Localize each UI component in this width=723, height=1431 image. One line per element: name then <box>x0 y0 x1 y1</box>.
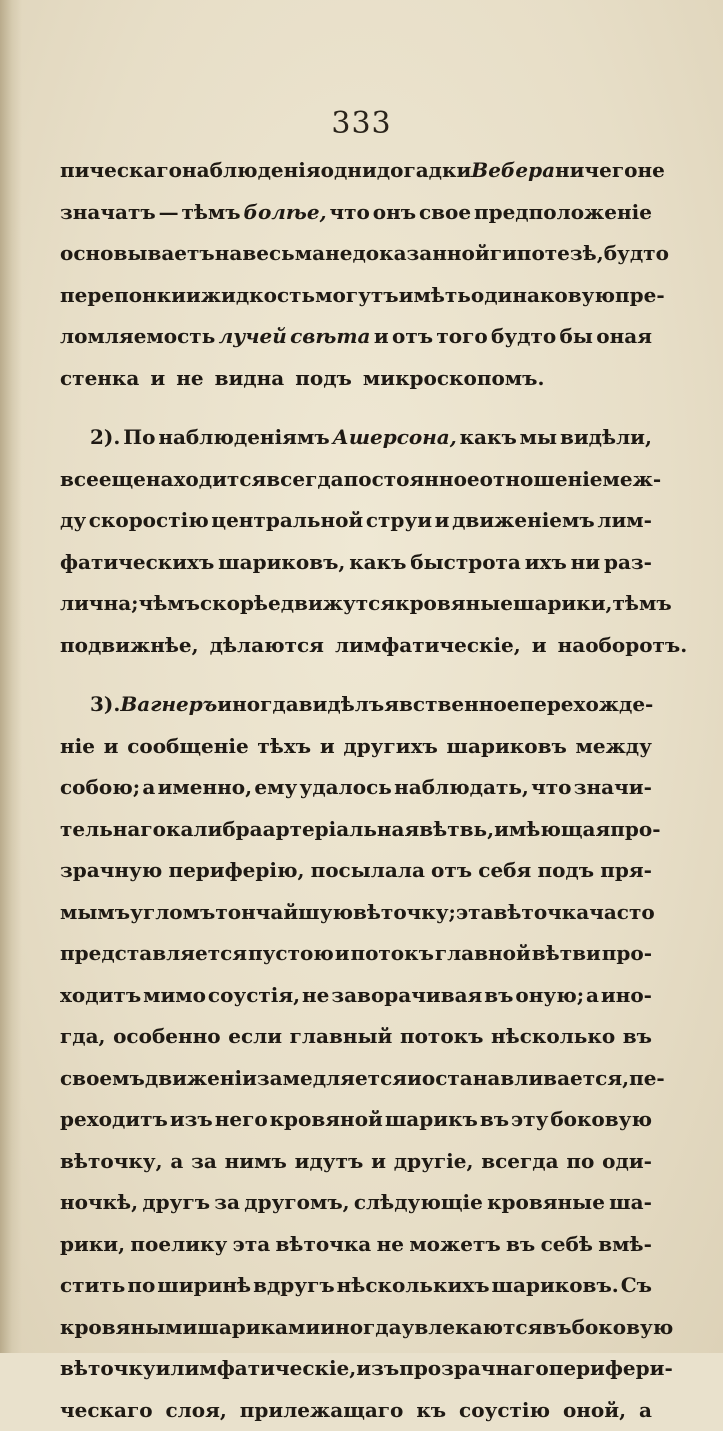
word: именно, <box>158 767 253 809</box>
text-line <box>60 233 652 275</box>
word: быстрота <box>410 542 521 584</box>
word: другихъ <box>343 726 437 768</box>
word: шарикъ <box>385 1099 478 1141</box>
word: тѣмъ <box>613 583 672 625</box>
word: себѣ <box>541 1224 593 1266</box>
word: ческаго <box>60 1390 153 1431</box>
word: подвижнѣе, <box>60 625 199 667</box>
word: прозрачнаго <box>399 1348 549 1390</box>
word: стить <box>60 1265 125 1307</box>
word: чѣмъ <box>139 583 200 625</box>
word: и <box>104 726 119 768</box>
text-line <box>60 975 652 1017</box>
word: лим- <box>597 500 652 542</box>
word: другъ <box>142 1182 210 1224</box>
word: по <box>566 1141 594 1183</box>
word: жидкость <box>201 275 315 317</box>
word: предположеніе <box>474 192 652 234</box>
paragraph <box>60 684 652 1431</box>
text-line <box>60 1141 652 1183</box>
word: въ <box>542 1307 571 1349</box>
word: иногда <box>320 1307 401 1349</box>
word: мимо <box>143 975 206 1017</box>
word: въ <box>484 975 513 1017</box>
word: ночкѣ, <box>60 1182 138 1224</box>
text-line <box>60 275 652 317</box>
word: удалось <box>300 767 392 809</box>
word: движеніемъ <box>452 500 595 542</box>
word: угломъ <box>130 892 215 934</box>
word: отъ <box>431 850 472 892</box>
text-line <box>60 417 652 459</box>
word: вдругъ <box>253 1265 335 1307</box>
word: 3). <box>90 684 120 726</box>
word: что <box>329 192 369 234</box>
word: заворачивая <box>331 975 482 1017</box>
word: а <box>170 1141 183 1183</box>
word: и <box>374 316 389 358</box>
word: пическаго <box>60 150 182 192</box>
word: про- <box>610 809 660 851</box>
word: кровяными <box>60 1307 197 1349</box>
text-line <box>60 933 652 975</box>
word: Съ <box>621 1265 652 1307</box>
word: наблюдать, <box>394 767 529 809</box>
text-line <box>60 625 652 667</box>
text-line <box>60 316 652 358</box>
word: видѣлъ <box>299 684 385 726</box>
word: кровяные <box>395 583 513 625</box>
word: мы <box>520 417 557 459</box>
word: другіе, <box>394 1141 474 1183</box>
paragraph-gap <box>60 399 652 417</box>
word: ша- <box>609 1182 652 1224</box>
word: гда, <box>60 1016 106 1058</box>
word: ни <box>571 542 600 584</box>
word: значатъ <box>60 192 156 234</box>
word: ду <box>60 500 86 542</box>
text-line <box>60 542 652 584</box>
text-line <box>60 1307 652 1349</box>
text-line <box>60 583 652 625</box>
word: раз- <box>604 542 652 584</box>
text-line <box>60 726 652 768</box>
word: изъ <box>356 1348 399 1390</box>
word: и <box>150 358 165 400</box>
word: мымъ <box>60 892 130 934</box>
word: пре- <box>615 275 665 317</box>
word: ихъ <box>525 542 567 584</box>
word: все <box>60 459 99 501</box>
word: отъ <box>392 316 433 358</box>
word: микроскопомъ. <box>363 358 545 400</box>
word: находится <box>146 459 266 501</box>
word: свое <box>419 192 471 234</box>
word: Вебера <box>471 150 555 192</box>
word: къ <box>416 1390 446 1431</box>
word: поелику <box>130 1224 227 1266</box>
word: а <box>639 1390 652 1431</box>
word: шариковъ, <box>218 542 345 584</box>
word: постоянное <box>344 459 480 501</box>
word: ему <box>254 767 297 809</box>
word: пря- <box>600 850 652 892</box>
word: слѣдующіе <box>354 1182 483 1224</box>
word: своемъ <box>60 1058 145 1100</box>
word: реходитъ <box>60 1099 168 1141</box>
word: вѣтвь, <box>419 809 494 851</box>
word: перехожде- <box>519 684 653 726</box>
word: всегда <box>266 459 343 501</box>
text-line <box>60 1182 652 1224</box>
word: въ <box>623 1016 652 1058</box>
text-line <box>60 767 652 809</box>
word: свѣта <box>290 316 370 358</box>
word: доказанной <box>352 233 489 275</box>
word: въ <box>480 1099 509 1141</box>
word: рики, <box>60 1224 125 1266</box>
text-line <box>60 1058 652 1100</box>
word: часто <box>589 892 655 934</box>
word: вѣточку; <box>353 892 456 934</box>
word: шариковъ. <box>492 1265 619 1307</box>
word: видна <box>215 358 285 400</box>
word: видѣли, <box>560 417 652 459</box>
word: могутъ <box>315 275 399 317</box>
word: соустія, <box>208 975 300 1017</box>
word: и <box>335 933 350 975</box>
word: ширинѣ <box>157 1265 251 1307</box>
word: артеріальная <box>263 809 420 851</box>
word: потокъ <box>350 933 434 975</box>
word: оди- <box>602 1141 652 1183</box>
word: не <box>325 233 352 275</box>
text-line <box>60 150 652 192</box>
word: скорѣе <box>200 583 281 625</box>
word: эта <box>456 892 494 934</box>
text-line <box>60 1099 652 1141</box>
word: въ <box>506 1224 535 1266</box>
word: изъ <box>170 1099 213 1141</box>
text-line <box>60 192 652 234</box>
paragraph-gap <box>60 666 652 684</box>
word: тѣхъ <box>257 726 311 768</box>
word: какъ <box>349 542 406 584</box>
word: Вагнеръ <box>120 684 217 726</box>
word: периферію, <box>168 850 304 892</box>
text-line <box>60 1348 652 1390</box>
word: эта <box>233 1224 271 1266</box>
word: тельнаго <box>60 809 166 851</box>
word: пустою <box>248 933 334 975</box>
word: ходитъ <box>60 975 141 1017</box>
word: ино- <box>601 975 652 1017</box>
word: оную; <box>515 975 584 1017</box>
word: боковую <box>572 1307 674 1349</box>
word: наблюденія <box>182 150 321 192</box>
word: кровяные <box>487 1182 605 1224</box>
word: шариковъ <box>447 726 567 768</box>
word: дѣлаются <box>210 625 324 667</box>
word: особенно <box>113 1016 221 1058</box>
word: лимфатическіе, <box>170 1348 356 1390</box>
word: нѣсколькихъ <box>337 1265 490 1307</box>
word: идутъ <box>295 1141 364 1183</box>
word: зрачную <box>60 850 162 892</box>
word: того <box>436 316 487 358</box>
word: вѣточка <box>276 1224 372 1266</box>
word: ничего <box>555 150 637 192</box>
word: оная <box>596 316 652 358</box>
word: и <box>435 500 450 542</box>
word: и <box>186 275 201 317</box>
word: замедляется <box>257 1058 407 1100</box>
text-line <box>60 500 652 542</box>
word: нѣсколько <box>491 1016 615 1058</box>
word: одни <box>321 150 377 192</box>
word: какъ <box>460 417 517 459</box>
word: подъ <box>295 358 352 400</box>
word: струи <box>366 500 432 542</box>
word: вмѣ- <box>598 1224 652 1266</box>
word: главный <box>290 1016 393 1058</box>
word: весьма <box>242 233 325 275</box>
word: шариками <box>197 1307 320 1349</box>
word: потокъ <box>400 1016 484 1058</box>
word: на <box>215 233 243 275</box>
word: соустію <box>459 1390 550 1431</box>
word: нимъ <box>225 1141 287 1183</box>
word: и <box>407 1058 422 1100</box>
word: увлекаются <box>402 1307 543 1349</box>
paragraph <box>60 150 652 399</box>
word: собою; <box>60 767 140 809</box>
text-line <box>60 1016 652 1058</box>
word: наоборотъ. <box>558 625 688 667</box>
word: прилежащаго <box>240 1390 404 1431</box>
word: вѣтви <box>532 933 601 975</box>
word: вѣточку <box>60 1348 156 1390</box>
word: представляется <box>60 933 247 975</box>
word: тѣмъ <box>181 192 240 234</box>
word: бы <box>560 316 593 358</box>
word: за <box>214 1182 240 1224</box>
word: оной, <box>563 1390 626 1431</box>
body-text <box>60 150 652 1431</box>
word: сообщеніе <box>127 726 249 768</box>
text-line <box>60 1224 652 1266</box>
word: по <box>127 1265 155 1307</box>
word: не <box>637 150 664 192</box>
word: будто <box>604 233 669 275</box>
text-line <box>60 1390 652 1431</box>
word: останавливается, <box>422 1058 629 1100</box>
text-line <box>60 892 652 934</box>
word: лучей <box>219 316 287 358</box>
word: вѣточку, <box>60 1141 163 1183</box>
word: другомъ, <box>244 1182 349 1224</box>
word: не <box>302 975 329 1017</box>
word: 2). <box>90 417 120 459</box>
word: центральной <box>211 500 363 542</box>
word: скоростію <box>89 500 209 542</box>
page-binding-shadow <box>0 0 22 1353</box>
word: значи- <box>574 767 652 809</box>
word: По <box>123 417 155 459</box>
paragraph <box>60 417 652 666</box>
word: иногда <box>217 684 298 726</box>
word: и <box>532 625 547 667</box>
word: наблюденіямъ <box>158 417 329 459</box>
word: основываетъ <box>60 233 215 275</box>
word: вѣточка <box>493 892 589 934</box>
word: имѣющая <box>494 809 610 851</box>
word: не <box>377 1224 404 1266</box>
word: онъ <box>373 192 416 234</box>
word: подъ <box>537 850 594 892</box>
word: главной <box>435 933 531 975</box>
word: перепонки <box>60 275 186 317</box>
word: ніе <box>60 726 95 768</box>
word: движеніи <box>145 1058 257 1100</box>
word: если <box>228 1016 282 1058</box>
word: стенка <box>60 358 139 400</box>
word: калибра <box>166 809 263 851</box>
text-line <box>60 684 652 726</box>
word: а <box>586 975 599 1017</box>
word: что <box>531 767 571 809</box>
word: тончайшую <box>215 892 353 934</box>
word: боковую <box>550 1099 652 1141</box>
word: — <box>159 192 179 234</box>
word: движутся <box>281 583 395 625</box>
text-line <box>60 1265 652 1307</box>
word: между <box>576 726 652 768</box>
word: про- <box>602 933 652 975</box>
text-line <box>60 850 652 892</box>
word: Ашерсона, <box>333 417 457 459</box>
word: слоя, <box>165 1390 226 1431</box>
word: явственное <box>384 684 519 726</box>
word: шарики, <box>513 583 613 625</box>
word: можетъ <box>409 1224 500 1266</box>
word: и <box>320 726 335 768</box>
word: имѣть <box>399 275 471 317</box>
word: одинаковую <box>471 275 615 317</box>
word: всегда <box>481 1141 558 1183</box>
word: лимфатическіе, <box>335 625 521 667</box>
word: кровяной <box>270 1099 383 1141</box>
word: посылала <box>311 850 425 892</box>
word: гипотезѣ, <box>490 233 604 275</box>
word: будто <box>491 316 556 358</box>
word: него <box>215 1099 268 1141</box>
word: меж- <box>603 459 662 501</box>
word: догадки <box>377 150 472 192</box>
word: болѣе, <box>244 192 327 234</box>
text-line <box>60 809 652 851</box>
word: и <box>371 1141 386 1183</box>
word: а <box>142 767 155 809</box>
word: перифери- <box>549 1348 673 1390</box>
word: еще <box>99 459 146 501</box>
word: пе- <box>629 1058 665 1100</box>
text-line <box>60 358 652 400</box>
word: и <box>156 1348 171 1390</box>
word: эту <box>511 1099 548 1141</box>
text-line <box>60 459 652 501</box>
word: себя <box>478 850 531 892</box>
page-number: 333 <box>0 106 723 141</box>
word: за <box>191 1141 217 1183</box>
word: лична; <box>60 583 139 625</box>
word: фатическихъ <box>60 542 214 584</box>
word: отношеніе <box>480 459 603 501</box>
word: не <box>176 358 203 400</box>
word: ломляемость <box>60 316 215 358</box>
